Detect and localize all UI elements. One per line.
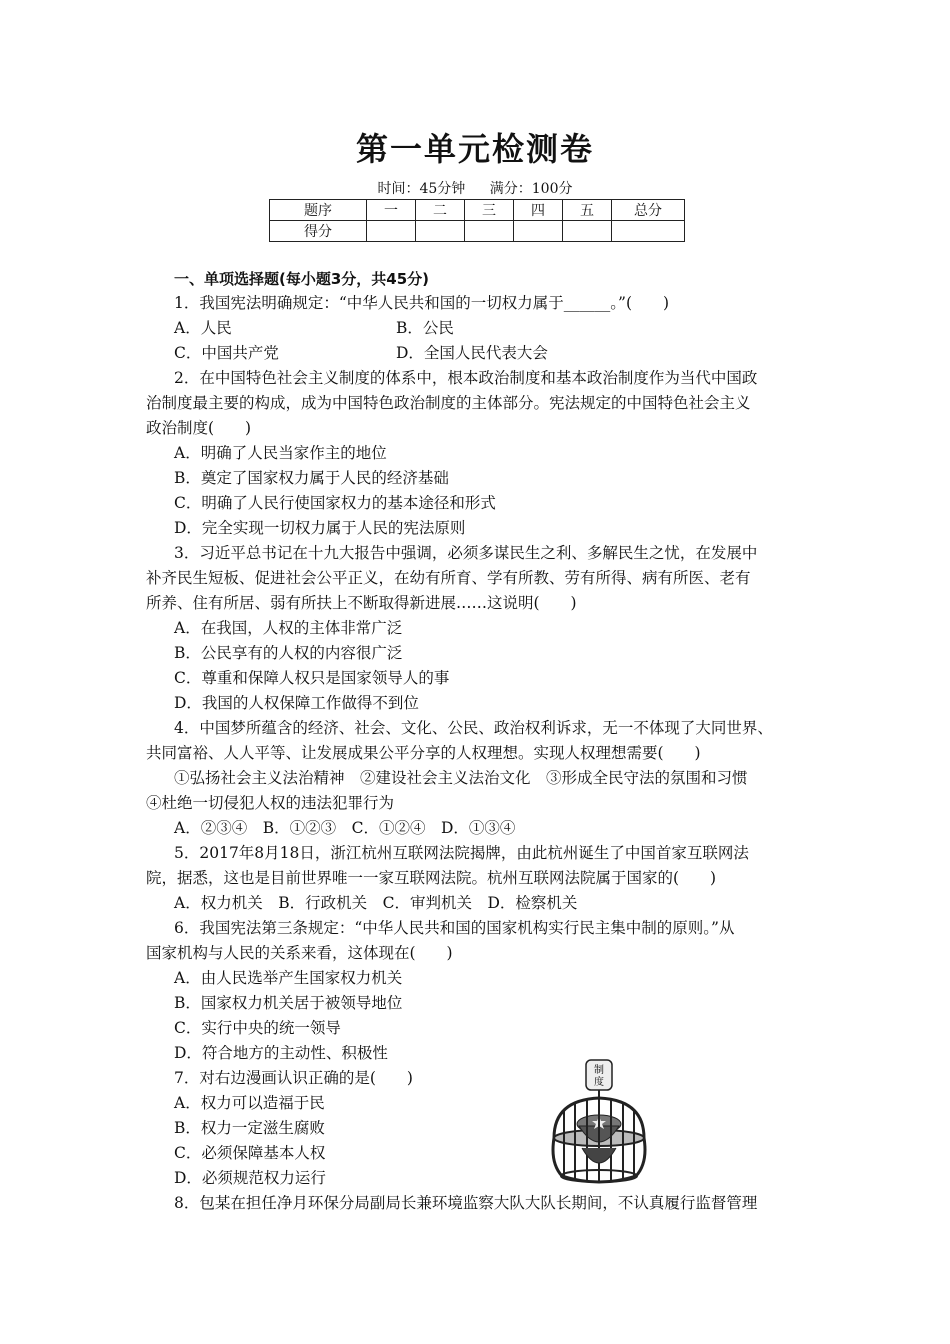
q2-option-d: D．完全实现一切权力属于人民的宪法原则 (174, 519, 466, 537)
q6-option-d: D．符合地方的主动性、积极性 (174, 1044, 388, 1062)
score-input-cell (367, 221, 416, 242)
q2-stem-line: 治制度最主要的构成，成为中国特色政治制度的主体部分。宪法规定的中国特色社会主义 (146, 394, 751, 412)
score-cell: 二 (416, 200, 465, 221)
q4-items-line: ①弘扬社会主义法治精神 ②建设社会主义法治文化 ③形成全民守法的氛围和习惯 (174, 769, 748, 787)
q4-stem-line: 共同富裕、人人平等、让发展成果公平分享的人权理想。实现人权理想需要( ) (146, 744, 701, 762)
q1-stem: 1．我国宪法明确规定：“中华人民共和国的一切权力属于______。”( ) (174, 294, 670, 312)
q1-option-b: B．公民 (396, 319, 454, 337)
q3-option-d: D．我国的人权保障工作做得不到位 (174, 694, 419, 712)
q1-option-d: D．全国人民代表大会 (396, 344, 548, 362)
q5-options: A．权力机关 B．行政机关 C．审判机关 D．检察机关 (174, 894, 578, 912)
exam-time: 时间：45分钟 (377, 181, 466, 197)
q6-stem-line: 国家机构与人民的关系来看，这体现在( ) (146, 944, 453, 962)
q6-option-c: C．实行中央的统一领导 (174, 1019, 341, 1037)
score-input-cell (465, 221, 514, 242)
q2-option-c: C．明确了人民行使国家权力的基本途径和形式 (174, 494, 496, 512)
score-input-cell (612, 221, 685, 242)
q2-option-b: B．奠定了国家权力属于人民的经济基础 (174, 469, 449, 487)
score-input-cell (514, 221, 563, 242)
q1-option-a: A．人民 (174, 319, 232, 337)
q6-option-b: B．国家权力机关居于被领导地位 (174, 994, 403, 1012)
q2-stem-line: 2．在中国特色社会主义制度的体系中，根本政治制度和基本政治制度作为当代中国政 (174, 369, 758, 387)
q2-stem-line: 政治制度( ) (146, 419, 252, 437)
q3-option-c: C．尊重和保障人权只是国家领导人的事 (174, 669, 450, 687)
cage-illustration (542, 1058, 656, 1186)
q5-stem-line: 院，据悉，这也是目前世界唯一一家互联网法院。杭州互联网法院属于国家的( ) (146, 869, 717, 887)
page-title: 第一单元检测卷 (355, 130, 594, 168)
q6-option-a: A．由人民选举产生国家权力机关 (174, 969, 403, 987)
score-cell: 题序 (270, 200, 367, 221)
cartoon-label-2: 度 (594, 1077, 604, 1088)
cartoon-label-1: 制 (594, 1065, 604, 1076)
q7-option-b: B．权力一定滋生腐败 (174, 1119, 325, 1137)
score-table-score-row (270, 221, 685, 242)
q8-stem-line: 8．包某在担任净月环保分局副局长兼环境监察大队大队长期间，不认真履行监督管理 (174, 1194, 758, 1212)
q1-options-row1 (174, 318, 232, 338)
q3-option-b: B．公民享有的人权的内容很广泛 (174, 644, 403, 662)
score-input-cell (416, 221, 465, 242)
score-cell: 总分 (612, 200, 685, 221)
q4-stem-line: 4．中国梦所蕴含的经济、社会、文化、公民、政治权利诉求，无一不体现了大同世界、 (174, 719, 773, 737)
score-table-header-row (270, 200, 685, 221)
q3-stem-line: 补齐民生短板、促进社会公平正义，在幼有所育、学有所教、劳有所得、病有所医、老有 (146, 569, 751, 587)
score-cell: 四 (514, 200, 563, 221)
q3-stem-line: 所养、住有所居、弱有所扶上不断取得新进展……这说明( ) (146, 594, 577, 612)
section-heading: 一、单项选择题(每小题3分，共45分) (174, 270, 430, 288)
score-cell: 三 (465, 200, 514, 221)
score-cell: 一 (367, 200, 416, 221)
q1-option-c: C．中国共产党 (174, 344, 279, 362)
q7-option-d: D．必须规范权力运行 (174, 1169, 326, 1187)
score-table (269, 199, 685, 242)
q7-option-c: C．必须保障基本人权 (174, 1144, 326, 1162)
q6-stem-line: 6．我国宪法第三条规定：“中华人民共和国的国家机构实行民主集中制的原则。”从 (174, 919, 735, 937)
exam-full-score: 满分：100分 (489, 181, 573, 197)
q2-option-a: A．明确了人民当家作主的地位 (174, 444, 387, 462)
q3-option-a: A．在我国，人权的主体非常广泛 (174, 619, 403, 637)
score-cell: 得分 (270, 221, 367, 242)
q4-options: A．②③④ B．①②③ C．①②④ D．①③④ (174, 819, 516, 837)
score-cell: 五 (563, 200, 612, 221)
q3-stem-line: 3．习近平总书记在十九大报告中强调，必须多谋民生之利、多解民生之忧，在发展中 (174, 544, 758, 562)
q7-stem: 7．对右边漫画认识正确的是( ) (174, 1069, 413, 1087)
cartoon-power-cage (542, 1058, 656, 1186)
q4-items-line: ④杜绝一切侵犯人权的违法犯罪行为 (146, 794, 395, 812)
score-input-cell (563, 221, 612, 242)
q7-option-a: A．权力可以造福于民 (174, 1094, 325, 1112)
exam-meta (0, 178, 950, 198)
q5-stem-line: 5．2017年8月18日，浙江杭州互联网法院揭牌，由此杭州诞生了中国首家互联网法 (174, 844, 749, 862)
